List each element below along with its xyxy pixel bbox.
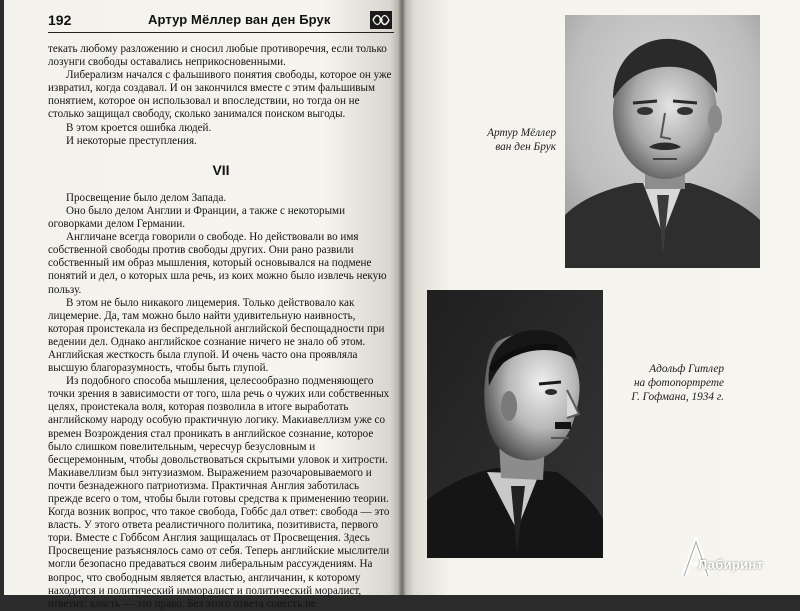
paragraph: Оно было делом Англии и Франции, а также с некоторыми оговорками делом Германии. bbox=[48, 204, 346, 231]
left-page bbox=[4, 0, 402, 610]
paragraph: Из подобного способа мышления, целесообразно подменяющего точки зрения в зависимости от того, шла речь о чужих или собственных целях, проистекала воля, которая позволила в итоге выработать английскому народу особую практичную логику. Макиавеллизм уже со времен Возрождения стал проникать в английское сознание, которое было слишком повелительным, чересчур безусловным и бесцеремонным, чтобы довольствоваться скрытыми уловок и хитрости. Макиавеллизм был энтузиазмом. Выражением разочаровываемого и почти безнадежного патриотизма. Практичная Англия заботилась прежде всего о том, чтобы были готовы средства к применению теории. Когда возник вопрос, что такое свобода, Гоббс дал ответ: свобода — это власть. У этого ответа реалистичного политика, позитивиста, первого тори. Вместе с Гоббсом Англия защищалась от Просвещения. Здесь Просвещение разъяснялось само от себя. Теперь английские мыслители могли безопасно предаваться своим либеральным рассуждениям. На вопрос, что свободным является властью, англичанин, к которому находится и политический имморалист и политический моралист, ответит: власть — это право. Без этого ответа совесть не bbox=[48, 375, 390, 610]
body-text bbox=[48, 43, 394, 611]
running-title: Артур Мёллер ван ден Брук bbox=[148, 12, 331, 27]
labirint-logo-icon bbox=[674, 532, 794, 580]
portrait-photo-2 bbox=[427, 290, 603, 558]
photo-caption-1 bbox=[448, 126, 556, 154]
caption-line: на фотопортрете bbox=[633, 377, 724, 389]
caption-line: Адольф Гитлер bbox=[649, 363, 724, 375]
paragraph: Англичане всегда говорили о свободе. Но действовали во имя собственной свободы против свободы других. Они рано развили собственный им образ мышления, который основывался на подмене понятий и дел, о которых шла речь, из коих можно было извлечь некую пользу. bbox=[48, 231, 387, 296]
caption-line: Г. Гофмана, 1934 г. bbox=[631, 391, 724, 403]
paragraph: В этом кроется ошибка людей. bbox=[66, 121, 212, 134]
paragraph: И некоторые преступления. bbox=[66, 134, 197, 147]
page-number: 192 bbox=[48, 12, 72, 28]
paragraph: Просвещение было делом Запада. bbox=[66, 191, 227, 204]
book-gutter bbox=[398, 0, 406, 595]
caption-line: ван ден Брук bbox=[495, 141, 556, 153]
watermark-text: Лабиринт bbox=[698, 557, 764, 572]
running-head bbox=[48, 10, 394, 33]
photo-caption-2 bbox=[604, 362, 724, 404]
portrait-photo-1 bbox=[565, 15, 760, 268]
paragraph: Либерализм начался с фальшивого понятия свободы, которое он уже извратил, когда создавал. И он закончился вместе с этим фальшивым понятием, которое он использовал и впоследствии, но тогда он не столько защищал свободу, сколько занимался поиском выгоды. bbox=[48, 69, 392, 121]
ornament-icon bbox=[370, 11, 392, 29]
paragraph: В этом не было никакого лицемерия. Только действовало как лицемерие. Да, там можно было найти удивительную наивность, которая проистекала из беспредельной английской беспощадности при ведении дел. Однако английское сознание ничего не знало об этом. Английская жесткость была глупой. И очень часто она проявляла высшую благоразумность, чтобы быть глупой. bbox=[48, 296, 385, 375]
caption-line: Артур Мёллер bbox=[487, 127, 556, 139]
continuation-line: лозунги свободы оставались неприкосновенными. bbox=[48, 56, 286, 69]
chapter-number: VII bbox=[212, 161, 230, 178]
continuation-line: текать любому разложению и сносил любые противоречия, если только bbox=[48, 43, 387, 55]
